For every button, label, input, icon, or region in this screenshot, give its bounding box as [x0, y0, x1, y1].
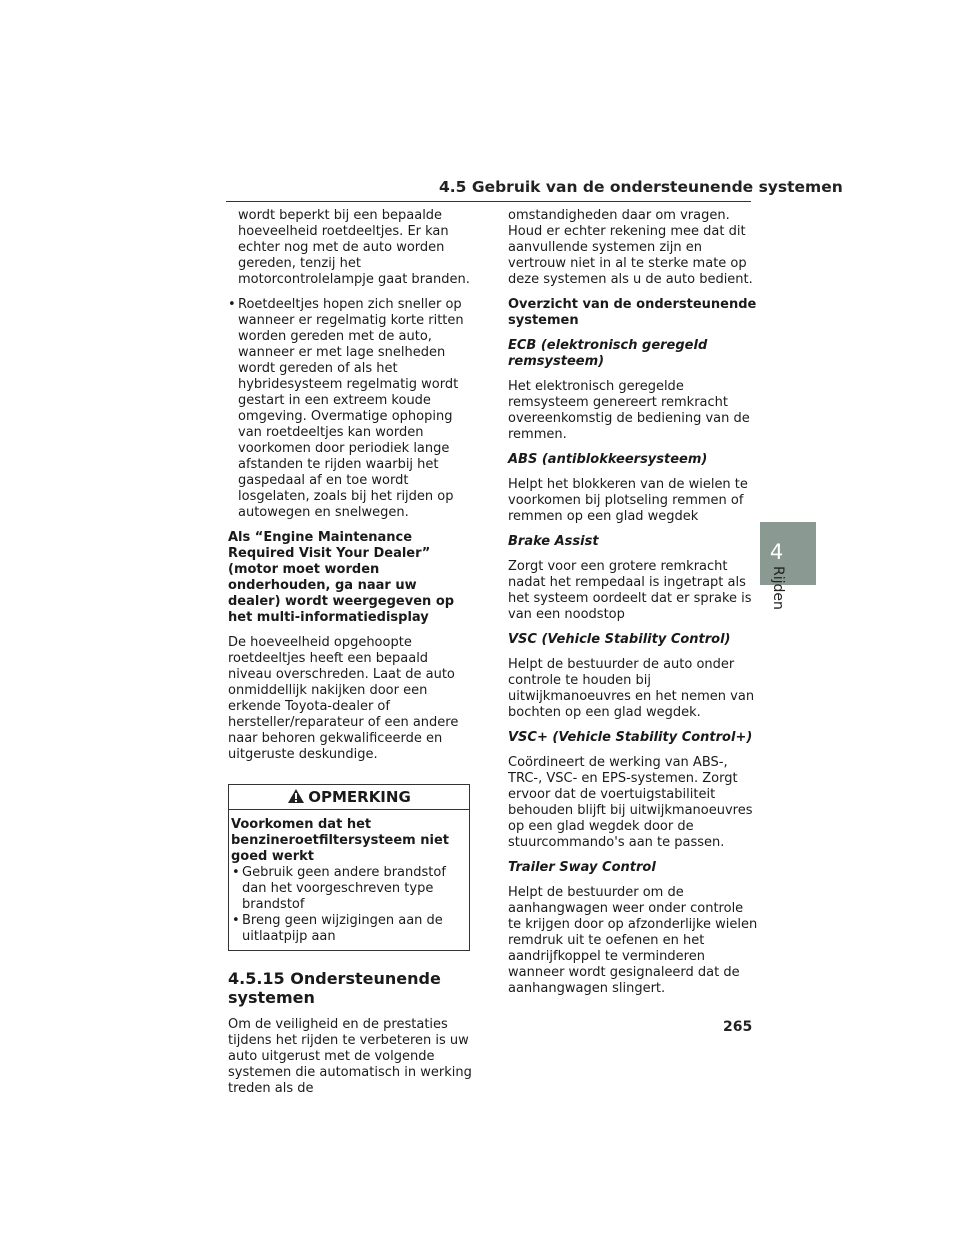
left-column [228, 208, 473, 1106]
overview-heading: Overzicht van de ondersteunende systemen [508, 297, 757, 328]
chapter-label: Rijden [770, 566, 786, 610]
system-desc-vsc-plus: Coördineert de werking van ABS-, TRC-, VSC- en EPS-systemen. Zorgt ervoor dat de voertuigstabiliteit behouden blijft bij uitwijkmanoeuvres op een glad wegdek door de stuurcommando's aan te passen. [508, 755, 753, 850]
section-intro-paragraph: Om de veiligheid en de prestaties tijdens het rijden te verbeteren is uw auto uitgerust met de volgende systemen die automatisch in werking treden als de [228, 1017, 472, 1096]
notice-item: • Gebruik geen andere brandstof dan het voorgeschreven type brandstof [231, 865, 466, 913]
system-name-ecb: ECB (elektronisch geregeld remsysteem) [508, 338, 708, 369]
system-desc-ecb: Het elektronisch geregelde remsysteem genereert remkracht overeenkomstig de bediening van de remmen. [508, 379, 750, 442]
continued-paragraph: omstandigheden daar om vragen. Houd er echter rekening mee dat dit aanvullende systemen zijn en vertrouw niet in al te sterke mate op deze systemen als u de auto bedient. [508, 208, 753, 287]
right-column [508, 208, 758, 1006]
system-desc-abs: Helpt het blokkeren van de wielen te voorkomen bij plotseling remmen of remmen op een glad wegdek [508, 477, 748, 524]
continued-paragraph: wordt beperkt bij een bepaalde hoeveelheid roetdeeltjes. Er kan echter nog met de auto worden gereden, tenzij het motorcontrolelampje gaat branden. [238, 208, 470, 287]
system-name-vsc-plus: VSC+ (Vehicle Stability Control+) [508, 730, 753, 745]
engine-maintenance-heading: Als “Engine Maintenance Required Visit Your Dealer” (motor moet worden onderhouden, ga naar uw dealer) wordt weergegeven op het multi-informatiedisplay [228, 530, 455, 625]
system-name-abs: ABS (antiblokkeersysteem) [508, 452, 708, 467]
notice-item: • Breng geen wijzigingen aan de uitlaatpijp aan [231, 913, 466, 945]
warning-icon [287, 787, 305, 811]
section-title: 4.5.15 Ondersteunende systemen [228, 969, 441, 1007]
system-desc-vsc: Helpt de bestuurder de auto onder controle te houden bij uitwijkmanoeuvres en het nemen van bochten op een glad wegdek. [508, 657, 755, 720]
page-number: 265 [723, 1019, 753, 1035]
system-desc-trailer-sway: Helpt de bestuurder om de aanhangwagen weer onder controle te krijgen door op afzonderlijke wielen remdruk uit te oefenen en het aandrijfkoppel te verminderen wanneer wordt gesignaleerd dat de aanhangwagen slingert. [508, 885, 758, 996]
soot-bullet: • Roetdeeltjes hopen zich sneller op wanneer er regelmatig korte ritten worden gereden met de auto, wanneer er met lage snelheden wordt gereden of als het hybridesysteem regelmatig wordt gestart in een extreem koude omgeving. Overmatige ophoping van roetdeeltjes kan worden voorkomen door periodiek lange afstanden te rijden waarbij het gaspedaal af en toe wordt losgelaten, zoals bij het rijden op autowegen en snelwegen. [228, 297, 473, 521]
notice-box [228, 784, 470, 951]
chapter-number: 4 [769, 540, 784, 564]
notice-title: Voorkomen dat het benzineroetfiltersysteem niet goed werkt [231, 817, 449, 864]
engine-maintenance-paragraph: De hoeveelheid opgehoopte roetdeeltjes heeft een bepaald niveau overschreden. Laat de auto onmiddellijk nakijken door een erkende Toyota-dealer of hersteller/reparateur of een andere naar behoren gekwalificeerde en uitgeruste deskundige. [228, 635, 459, 762]
page-header-title: 4.5 Gebruik van de ondersteunende systemen [439, 178, 843, 196]
system-name-vsc: VSC (Vehicle Stability Control) [508, 632, 731, 647]
header-divider [226, 201, 751, 202]
notice-label: OPMERKING [308, 788, 411, 806]
system-desc-brake-assist: Zorgt voor een grotere remkracht nadat het rempedaal is ingetrapt als het systeem oordeelt dat er sprake is van een noodstop [508, 559, 752, 622]
system-name-brake-assist: Brake Assist [508, 534, 599, 549]
notice-body [229, 810, 469, 950]
system-name-trailer-sway: Trailer Sway Control [508, 860, 656, 875]
notice-header [229, 785, 469, 810]
